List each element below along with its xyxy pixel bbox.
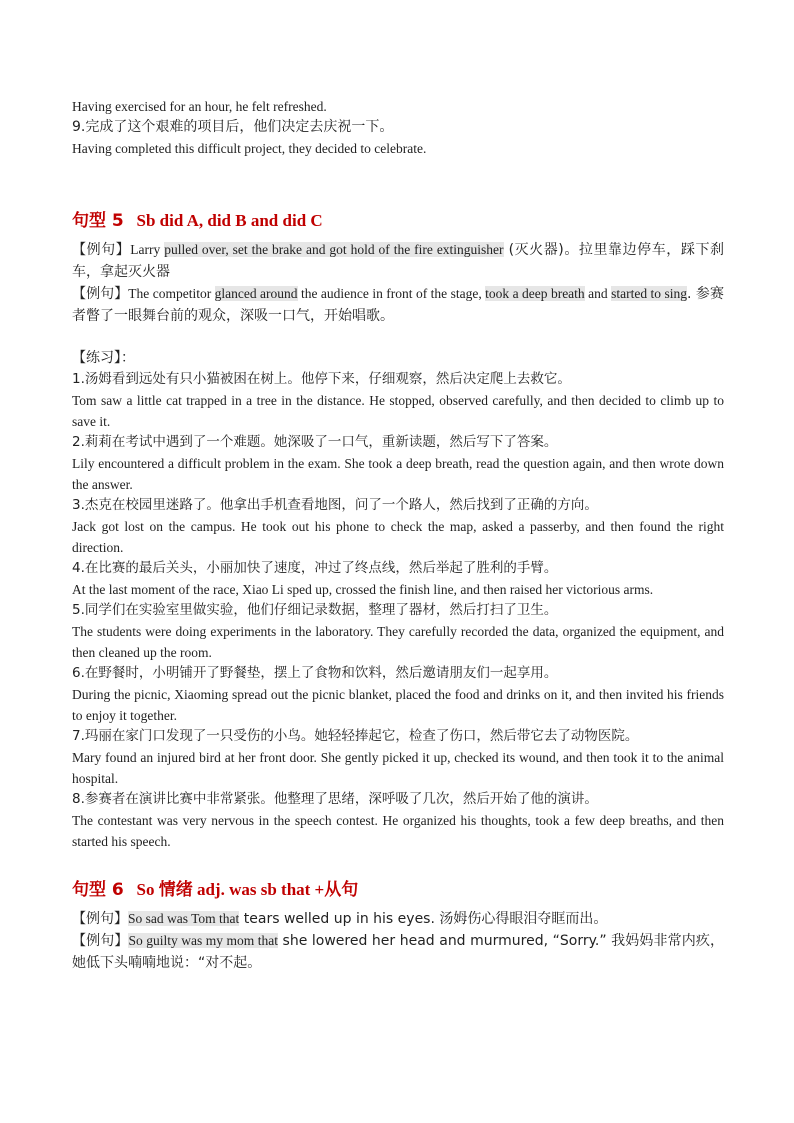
practice-en: Jack got lost on the campus. He took out his phone to check the map, asked a passerby, and then found the right direction.: [72, 519, 724, 555]
practice-cn: 3.杰克在校园里迷路了。他拿出手机查看地图，问了一个路人，然后找到了正确的方向。: [72, 497, 598, 513]
list-item: [72, 726, 724, 789]
practice-en: Tom saw a little cat trapped in a tree in the distance. He stopped, observed carefully, and then decided to climb up to save it.: [72, 393, 724, 429]
practice-en: Lily encountered a difficult problem in the exam. She took a deep breath, read the question again, and then wrote down the answer.: [72, 456, 724, 492]
highlighted-phrase: pulled over, set the brake and got hold of the fire extinguisher: [164, 242, 504, 257]
list-item: [72, 600, 724, 663]
example-text: tears welled up in his eyes. 汤姆伤心得眼泪夺眶而出。: [239, 911, 608, 927]
section-label: 句型 5: [72, 211, 124, 231]
highlighted-phrase: So guilty was my mom that: [128, 933, 278, 948]
example-text: . 参赛者瞥了一眼舞台前的观众，深吸一口气，开始唱歌。: [72, 286, 724, 324]
example-text: (灭火器)。拉里靠边停车，踩下刹车，拿起灭火器: [72, 242, 725, 280]
practice-cn: 7.玛丽在家门口发现了一只受伤的小鸟。她轻轻捧起它，检查了伤口，然后带它去了动物医院。: [72, 728, 639, 744]
text-line: Having exercised for an hour, he felt refreshed.: [72, 99, 327, 114]
text-line-cn: 9.完成了这个艰难的项目后，他们决定去庆祝一下。: [72, 119, 394, 135]
example-sentence: [72, 930, 724, 974]
list-item: [72, 432, 724, 495]
practice-cn: 8.参赛者在演讲比赛中非常紧张。他整理了思绪，深呼吸了几次，然后开始了他的演讲。: [72, 791, 598, 807]
example-sentence: [72, 908, 724, 930]
example-text: Larry: [130, 242, 165, 257]
section-label: 句型 6: [72, 880, 124, 900]
practice-label: 【练习】：: [72, 350, 135, 366]
section-pattern: So 情绪 adj. was sb that +从句: [136, 880, 359, 899]
practice-en: At the last moment of the race, Xiao Li sped up, crossed the finish line, and then raised her victorious arms.: [72, 582, 654, 597]
example-tag: 【例句】: [72, 933, 129, 949]
example-tag: 【例句】: [72, 242, 131, 258]
page-content: [72, 96, 724, 974]
example-sentence: [72, 283, 724, 327]
practice-en: During the picnic, Xiaoming spread out the picnic blanket, placed the food and drinks on it, and then invited his friends to enjoy it together.: [72, 687, 724, 723]
practice-cn: 4.在比赛的最后关头，小丽加快了速度，冲过了终点线，然后举起了胜利的手臂。: [72, 560, 558, 576]
practice-cn: 1.汤姆看到远处有只小猫被困在树上。他停下来，仔细观察，然后决定爬上去救它。: [72, 371, 571, 387]
example-tag: 【例句】: [72, 911, 128, 927]
example-text: and: [584, 286, 612, 301]
practice-cn: 5.同学们在实验室里做实验，他们仔细记录数据，整理了器材，然后打扫了卫生。: [72, 602, 558, 618]
practice-en: Mary found an injured bird at her front door. She gently picked it up, checked its wound, and then took it to the animal hospital.: [72, 750, 724, 786]
section-pattern: Sb did A, did B and did C: [136, 211, 323, 230]
highlighted-phrase: glanced around: [214, 286, 298, 301]
example-text: she lowered her head and murmured, “Sorry.” 我妈妈非常内疚，她低下头喃喃地说：“对不起。: [72, 933, 724, 971]
practice-en: The students were doing experiments in the laboratory. They carefully recorded the data, organized the equipment, and then cleaned up the room.: [72, 624, 724, 660]
practice-cn: 2.莉莉在考试中遇到了一个难题。她深吸了一口气，重新读题，然后写下了答案。: [72, 434, 558, 450]
list-item: [72, 369, 724, 432]
practice-list: [72, 369, 724, 852]
list-item: [72, 789, 724, 852]
practice-cn: 6.在野餐时，小明铺开了野餐垫，摆上了食物和饮料，然后邀请朋友们一起享用。: [72, 665, 558, 681]
practice-en: The contestant was very nervous in the speech contest. He organized his thoughts, took a few deep breaths, and then started his speech.: [72, 813, 724, 849]
example-tag: 【例句】: [72, 286, 129, 302]
example-text: The competitor: [128, 286, 215, 301]
list-item: [72, 558, 724, 600]
list-item: [72, 663, 724, 726]
section-heading-5: [72, 209, 724, 233]
list-item: [72, 495, 724, 558]
highlighted-phrase: took a deep breath: [485, 286, 585, 301]
text-line: Having completed this difficult project, they decided to celebrate.: [72, 141, 427, 156]
highlighted-phrase: So sad was Tom that: [128, 911, 240, 926]
example-text: the audience in front of the stage,: [297, 286, 486, 301]
section-heading-6: [72, 878, 724, 902]
example-sentence: [72, 239, 724, 283]
highlighted-phrase: started to sing: [611, 286, 687, 301]
